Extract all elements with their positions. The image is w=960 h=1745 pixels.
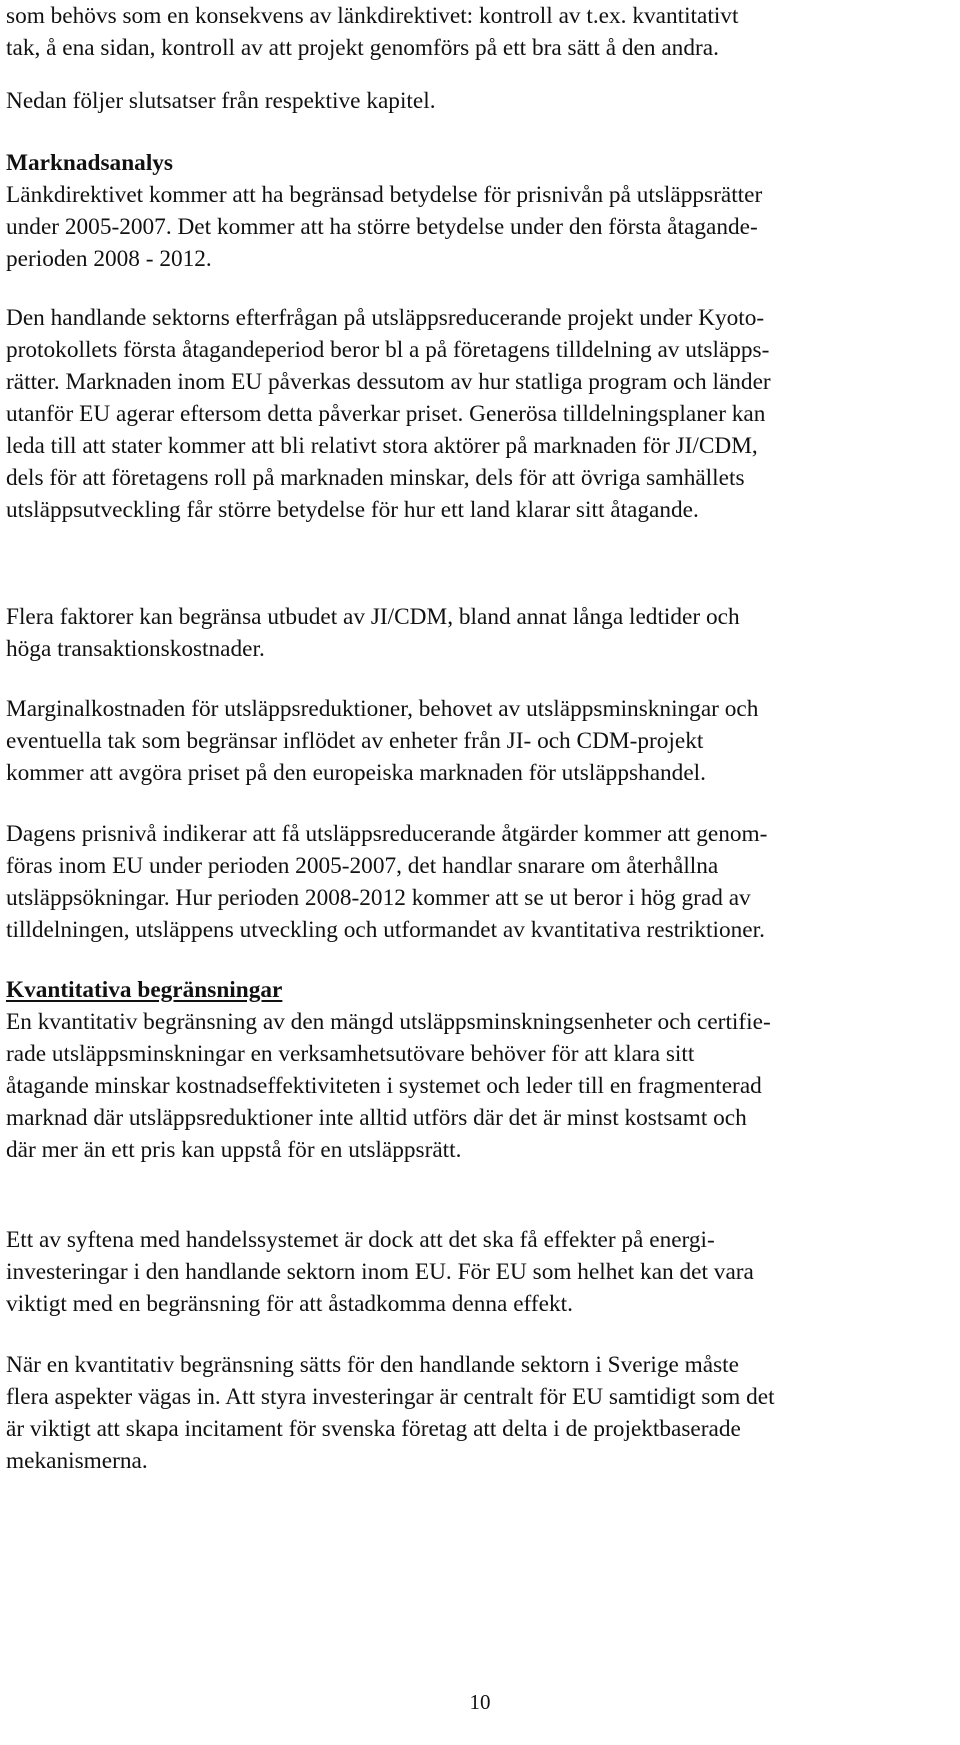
text-line: tilldelningen, utsläppens utveckling och utformandet av kvantitativa restriktioner.	[6, 917, 765, 943]
text-line: perioden 2008 - 2012.	[6, 246, 212, 272]
text-line: Marginalkostnaden för utsläppsreduktioner, behovet av utsläppsminskningar och	[6, 696, 759, 722]
text-line: höga transaktionskostnader.	[6, 636, 265, 662]
text-line: leda till att stater kommer att bli relativt stora aktörer på marknaden för JI/CDM,	[6, 433, 758, 459]
text-line: Ett av syftena med handelssystemet är dock att det ska få effekter på energi-	[6, 1227, 715, 1253]
page-number: 10	[469, 1690, 491, 1714]
text-line: dels för att företagens roll på marknaden minskar, dels för att övriga samhällets	[6, 465, 745, 491]
text-line: flera aspekter vägas in. Att styra investeringar är centralt för EU samtidigt som det	[6, 1384, 775, 1410]
lead-paragraph	[6, 85, 956, 117]
text-line: tak, å ena sidan, kontroll av att projekt genomförs på ett bra sätt å den andra.	[6, 35, 719, 61]
text-line: Länkdirektivet kommer att ha begränsad betydelse för prisnivån på utsläppsrätter	[6, 182, 763, 208]
text-line: eventuella tak som begränsar inflödet av enheter från JI- och CDM-projekt	[6, 728, 704, 754]
text-line: föras inom EU under perioden 2005-2007, det handlar snarare om återhållna	[6, 853, 719, 879]
text-line: viktigt med en begränsning för att åstadkomma denna effekt.	[6, 1291, 573, 1317]
section-kvantitativa-begransningar	[6, 974, 956, 1166]
text-line: investeringar i den handlande sektorn inom EU. För EU som helhet kan det vara	[6, 1259, 754, 1285]
text-line: När en kvantitativ begränsning sätts för den handlande sektorn i Sverige måste	[6, 1352, 739, 1378]
paragraph	[6, 693, 956, 789]
text-line: Den handlande sektorns efterfrågan på utsläppsreducerande projekt under Kyoto-	[6, 305, 765, 331]
text-line: utsläppsutveckling får större betydelse för hur ett land klarar sitt åtagande.	[6, 497, 699, 523]
text-line: är viktigt att skapa incitament för svenska företag att delta i de projektbaserade	[6, 1416, 741, 1442]
section-heading: Marknadsanalys	[6, 150, 174, 176]
text-line: Flera faktorer kan begränsa utbudet av JI/CDM, bland annat långa ledtider och	[6, 604, 740, 630]
paragraph	[6, 601, 956, 665]
text-line: marknad där utsläppsreduktioner inte alltid utförs där det är minst kostsamt och	[6, 1105, 747, 1131]
intro-paragraph	[6, 0, 956, 64]
text-line: som behövs som en konsekvens av länkdirektivet: kontroll av t.ex. kvantitativt	[6, 3, 739, 29]
text-line: Nedan följer slutsatser från respektive kapitel.	[6, 88, 436, 114]
text-line: åtagande minskar kostnadseffektiviteten i systemet och leder till en fragmenterad	[6, 1073, 762, 1099]
text-line: rade utsläppsminskningar en verksamhetsutövare behöver för att klara sitt	[6, 1041, 695, 1067]
text-line: mekanismerna.	[6, 1448, 148, 1474]
text-line: där mer än ett pris kan uppstå för en utsläppsrätt.	[6, 1137, 462, 1163]
section-marknadsanalys	[6, 147, 956, 275]
paragraph	[6, 1349, 956, 1477]
text-line: under 2005-2007. Det kommer att ha större betydelse under den första åtagande-	[6, 214, 758, 240]
text-line: protokollets första åtagandeperiod beror bl a på företagens tilldelning av utsläpps-	[6, 337, 770, 363]
text-line: En kvantitativ begränsning av den mängd utsläppsminskningsenheter och certifie-	[6, 1009, 771, 1035]
text-line: utsläppsökningar. Hur perioden 2008-2012 kommer att se ut beror i hög grad av	[6, 885, 751, 911]
text-line: utanför EU agerar eftersom detta påverkar priset. Generösa tilldelningsplaner kan	[6, 401, 766, 427]
paragraph	[6, 302, 956, 526]
paragraph	[6, 1224, 956, 1320]
text-line: rätter. Marknaden inom EU påverkas dessutom av hur statliga program och länder	[6, 369, 771, 395]
text-line: Dagens prisnivå indikerar att få utsläppsreducerande åtgärder kommer att genom-	[6, 821, 768, 847]
paragraph	[6, 818, 956, 946]
section-heading-text: Kvantitativa begränsningar	[6, 977, 283, 1003]
section-heading	[6, 974, 956, 1006]
text-line: kommer att avgöra priset på den europeiska marknaden för utsläppshandel.	[6, 760, 706, 786]
